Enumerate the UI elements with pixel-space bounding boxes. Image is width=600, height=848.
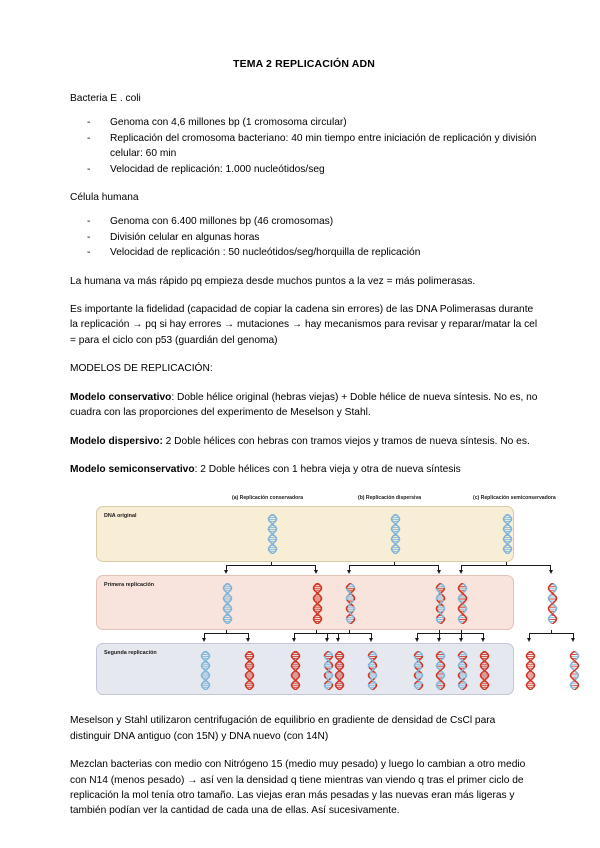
bracket-stem: [506, 562, 507, 566]
dna-helix-hybrid: [457, 583, 468, 624]
arrow-down-icon: [325, 638, 329, 642]
arrow-down-icon: [347, 570, 351, 574]
arrow-down-icon: [314, 570, 318, 574]
arrow-stem: [327, 638, 328, 640]
dna-helix-new: [244, 651, 255, 690]
bracket: [349, 565, 439, 571]
arrow-down-icon: [459, 638, 463, 642]
list-item: [70, 131, 538, 162]
figure-column-label-c: (c) Replicación semiconservadora: [473, 495, 556, 502]
arrow-down-icon: [437, 570, 441, 574]
bracket-stem: [551, 630, 552, 634]
section-heading-bacteria: Bacteria E . coli: [70, 93, 141, 104]
replication-models-figure: [96, 493, 556, 695]
dna-helix-old: [502, 514, 513, 554]
model-semiconservative-label: Modelo semiconservativo: [70, 463, 195, 475]
bracket: [461, 565, 551, 571]
arrow-stem: [461, 570, 462, 572]
arrow-stem: [551, 570, 552, 572]
bracket: [226, 565, 316, 571]
arrow-stem: [461, 638, 462, 640]
list-item: [70, 162, 538, 177]
bracket: [204, 633, 249, 639]
dna-helix-hybrid: [435, 651, 446, 690]
list-item-text: División celular en algunas horas: [110, 231, 260, 243]
figure-row-label-first: Primera replicación: [104, 582, 155, 589]
arrow-down-icon: [202, 638, 206, 642]
dna-helix-old: [267, 514, 278, 554]
figure-column-headers: [96, 493, 556, 506]
arrow-down-icon: [369, 638, 373, 642]
dna-helix-mixed: [367, 651, 378, 690]
dna-helix-new: [525, 651, 536, 690]
dna-helix-old: [390, 514, 401, 554]
dna-helix-mixed: [457, 651, 468, 690]
arrow-stem: [316, 570, 317, 572]
list-item-text: Velocidad de replicación: 1.000 nucleótidos/seg: [110, 163, 325, 175]
arrow-down-icon: [527, 638, 531, 642]
bracket-stem: [394, 562, 395, 566]
dna-helix-new: [290, 651, 301, 690]
dna-helix-mixed: [345, 583, 356, 624]
arrow-down-icon: [292, 638, 296, 642]
dna-helix-hybrid: [547, 583, 558, 624]
list-item: [70, 230, 538, 245]
dash-marker: -: [87, 247, 91, 259]
arrow-stem: [226, 570, 227, 572]
dash-marker: -: [87, 216, 91, 228]
list-item-text: Replicación del cromosoma bacteriano: 40 min tiempo entre iniciación de replicación y división celular: 60 min: [110, 132, 537, 160]
dash-marker: -: [87, 231, 91, 243]
paragraph-fidelity: Es importante la fidelidad (capacidad de copiar la cadena sin errores) de las DNA Polimerasas durante la replicación → pq si hay errores → mutaciones → hay mecanismos para revisar y reparar/matar la cel = para el ciclo con p53 (guardián del genoma): [70, 304, 538, 346]
dna-helix-mixed: [413, 651, 424, 690]
arrow-down-icon: [459, 570, 463, 574]
dash-marker: -: [87, 163, 91, 175]
models-heading: MODELOS DE REPLICACIÓN:: [70, 363, 213, 375]
arrow-down-icon: [336, 638, 340, 642]
figure-row-first-replication: [96, 575, 514, 630]
model-conservative-label: Modelo conservativo: [70, 391, 172, 403]
bracket-stem: [316, 630, 317, 634]
arrow-stem: [338, 638, 339, 640]
paragraph-nitrogen-experiment: Mezclan bacterias con medio con Nitrógeno 15 (medio muy pesado) y luego lo cambian a otro medio con N14 (menos pesado) → así ven la densidad q tiene mientras van viendo q tras el primer ciclo de replicación la mol tenía otro tamaño. Las viejas eran más pesadas y las nuevas eran más ligeras y también podían ver la cantidad de cada una de ellas. Así sucesivamente.: [70, 759, 526, 817]
dna-helix-old: [222, 583, 233, 624]
bracket-stem: [461, 630, 462, 634]
model-conservative: [70, 390, 538, 421]
bracket: [417, 633, 462, 639]
dna-helix-new: [479, 651, 490, 690]
figure-column-label-a: (a) Replicación conservadora: [232, 495, 304, 502]
arrow-stem: [371, 638, 372, 640]
figure-row-second-replication: [96, 643, 514, 695]
dna-helix-old: [200, 651, 211, 690]
section-heading-human: Célula humana: [70, 192, 139, 204]
list-item-text: Genoma con 4,6 millones bp (1 cromosoma circular): [110, 117, 347, 129]
arrow-down-icon: [246, 638, 250, 642]
bracket: [294, 633, 339, 639]
figure-row-label-second: Segunda replicación: [104, 650, 157, 657]
dash-marker: -: [87, 117, 91, 129]
arrow-stem: [417, 638, 418, 640]
page-title: TEMA 2 REPLICACIÓN ADN: [233, 58, 375, 70]
dna-helix-new: [312, 583, 323, 624]
figure-row-label-original: DNA original: [104, 513, 137, 520]
arrow-stem: [294, 638, 295, 640]
model-conservative-text: : Doble hélice original (hebras viejas) + Doble hélice de nueva síntesis. No es, no cuadra con las proporciones del experimento de Meselson y Stahl.: [70, 391, 538, 419]
arrow-down-icon: [549, 570, 553, 574]
dna-helix-hybrid: [569, 651, 580, 690]
bracket-stem: [271, 562, 272, 566]
arrow-stem: [573, 638, 574, 640]
list-item-text: Genoma con 6.400 millones bp (46 cromosomas): [110, 216, 334, 228]
bracket: [529, 633, 574, 639]
figure-column-label-b: (b) Replicación dispersiva: [358, 495, 422, 502]
list-item: [70, 115, 538, 130]
dna-helix-mixed: [435, 583, 446, 624]
arrow-stem: [204, 638, 205, 640]
arrow-down-icon: [224, 570, 228, 574]
dna-helix-mixed: [323, 651, 334, 690]
bracket: [439, 633, 484, 639]
bacteria-list: [70, 115, 538, 177]
bracket-stem: [439, 630, 440, 634]
arrow-down-icon: [437, 638, 441, 642]
bracket: [327, 633, 372, 639]
arrow-stem: [439, 570, 440, 572]
arrow-stem: [349, 570, 350, 572]
figure-row-original-dna: [96, 506, 514, 562]
dash-marker: -: [87, 132, 91, 144]
list-item: [70, 214, 538, 229]
arrow-stem: [529, 638, 530, 640]
list-item: [70, 245, 538, 260]
paragraph-meselson-stahl: Meselson y Stahl utilizaron centrifugación de equilibrio en gradiente de densidad de CsCl para distinguir DNA antiguo (con 15N) y DNA nuevo (con 14N): [70, 715, 496, 742]
dna-helix-new: [334, 651, 345, 690]
model-dispersive: [70, 434, 538, 449]
arrow-stem: [439, 638, 440, 640]
arrow-down-icon: [481, 638, 485, 642]
figure-connectors-second: [96, 630, 514, 643]
bracket-stem: [226, 630, 227, 634]
paragraph-speed-comparison: La humana va más rápido pq empieza desde muchos puntos a la vez = más polimerasas.: [70, 275, 476, 287]
human-list: [70, 214, 538, 260]
arrow-stem: [248, 638, 249, 640]
model-dispersive-text: 2 Doble hélices con hebras con tramos viejos y tramos de nueva síntesis. No es.: [162, 435, 530, 447]
arrow-stem: [483, 638, 484, 640]
model-semiconservative-text: : 2 Doble hélices con 1 hebra vieja y otra de nueva síntesis: [194, 463, 461, 475]
arrow-down-icon: [571, 638, 575, 642]
list-item-text: Velocidad de replicación : 50 nucleótidos/seg/horquilla de replicación: [110, 247, 421, 259]
model-dispersive-label: Modelo dispersivo:: [70, 435, 163, 447]
bracket-stem: [349, 630, 350, 634]
model-semiconservative: [70, 462, 538, 477]
figure-connectors-first: [96, 562, 514, 575]
arrow-down-icon: [415, 638, 419, 642]
